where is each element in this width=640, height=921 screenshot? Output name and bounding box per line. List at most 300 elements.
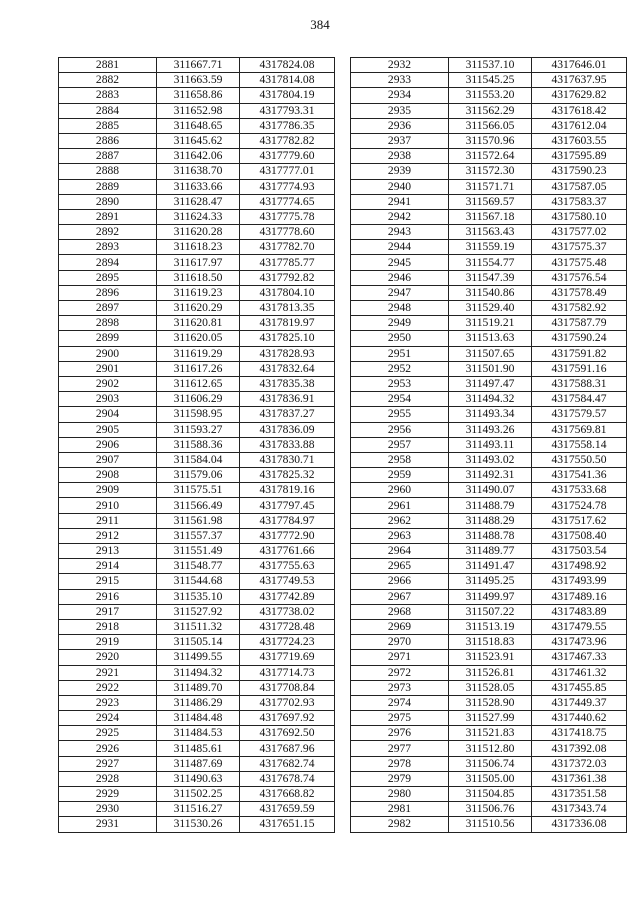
y-coordinate-cell: 4317697.92 [240, 711, 335, 726]
y-coordinate-cell: 4317473.96 [532, 635, 627, 650]
point-id-cell: 2881 [59, 58, 157, 73]
x-coordinate-cell: 311571.71 [449, 179, 532, 194]
table-row [59, 817, 335, 832]
point-id-cell: 2956 [351, 422, 449, 437]
table-row [351, 422, 627, 437]
y-coordinate-cell: 4317772.90 [240, 528, 335, 543]
table-row [351, 680, 627, 695]
point-id-cell: 2934 [351, 88, 449, 103]
y-coordinate-cell: 4317455.85 [532, 680, 627, 695]
table-row [351, 361, 627, 376]
table-row [59, 225, 335, 240]
x-coordinate-cell: 311642.06 [157, 149, 240, 164]
point-id-cell: 2981 [351, 802, 449, 817]
point-id-cell: 2950 [351, 331, 449, 346]
y-coordinate-cell: 4317418.75 [532, 726, 627, 741]
y-coordinate-cell: 4317590.23 [532, 164, 627, 179]
x-coordinate-cell: 311569.57 [449, 194, 532, 209]
x-coordinate-cell: 311620.05 [157, 331, 240, 346]
x-coordinate-cell: 311551.49 [157, 544, 240, 559]
y-coordinate-cell: 4317828.93 [240, 346, 335, 361]
point-id-cell: 2977 [351, 741, 449, 756]
y-coordinate-cell: 4317503.54 [532, 544, 627, 559]
table-row [59, 574, 335, 589]
table-row [59, 240, 335, 255]
table-row [59, 498, 335, 513]
x-coordinate-cell: 311518.83 [449, 635, 532, 650]
table-row [59, 270, 335, 285]
point-id-cell: 2890 [59, 194, 157, 209]
y-coordinate-cell: 4317836.09 [240, 422, 335, 437]
point-id-cell: 2942 [351, 209, 449, 224]
y-coordinate-cell: 4317749.53 [240, 574, 335, 589]
point-id-cell: 2951 [351, 346, 449, 361]
point-id-cell: 2888 [59, 164, 157, 179]
y-coordinate-cell: 4317804.19 [240, 88, 335, 103]
x-coordinate-cell: 311567.18 [449, 209, 532, 224]
x-coordinate-cell: 311512.80 [449, 741, 532, 756]
point-id-cell: 2899 [59, 331, 157, 346]
point-id-cell: 2947 [351, 285, 449, 300]
table-row [351, 346, 627, 361]
point-id-cell: 2893 [59, 240, 157, 255]
x-coordinate-cell: 311505.14 [157, 635, 240, 650]
point-id-cell: 2955 [351, 407, 449, 422]
x-coordinate-cell: 311490.07 [449, 483, 532, 498]
y-coordinate-cell: 4317582.92 [532, 301, 627, 316]
x-coordinate-cell: 311619.23 [157, 285, 240, 300]
table-row [351, 316, 627, 331]
y-coordinate-cell: 4317351.58 [532, 787, 627, 802]
y-coordinate-cell: 4317343.74 [532, 802, 627, 817]
y-coordinate-cell: 4317814.08 [240, 73, 335, 88]
y-coordinate-cell: 4317577.02 [532, 225, 627, 240]
point-id-cell: 2952 [351, 361, 449, 376]
point-id-cell: 2935 [351, 103, 449, 118]
x-coordinate-cell: 311557.37 [157, 528, 240, 543]
point-id-cell: 2978 [351, 756, 449, 771]
point-id-cell: 2903 [59, 392, 157, 407]
point-id-cell: 2966 [351, 574, 449, 589]
point-id-cell: 2957 [351, 437, 449, 452]
point-id-cell: 2965 [351, 559, 449, 574]
table-row [351, 118, 627, 133]
table-row [351, 437, 627, 452]
y-coordinate-cell: 4317646.01 [532, 58, 627, 73]
x-coordinate-cell: 311619.29 [157, 346, 240, 361]
x-coordinate-cell: 311516.27 [157, 802, 240, 817]
point-id-cell: 2971 [351, 650, 449, 665]
table-row [59, 149, 335, 164]
x-coordinate-cell: 311645.62 [157, 133, 240, 148]
x-coordinate-cell: 311667.71 [157, 58, 240, 73]
point-id-cell: 2904 [59, 407, 157, 422]
y-coordinate-cell: 4317793.31 [240, 103, 335, 118]
table-row [351, 73, 627, 88]
y-coordinate-cell: 4317603.55 [532, 133, 627, 148]
x-coordinate-cell: 311526.81 [449, 665, 532, 680]
x-coordinate-cell: 311547.39 [449, 270, 532, 285]
table-row [59, 376, 335, 391]
y-coordinate-cell: 4317595.89 [532, 149, 627, 164]
x-coordinate-cell: 311535.10 [157, 589, 240, 604]
x-coordinate-cell: 311493.26 [449, 422, 532, 437]
point-id-cell: 2914 [59, 559, 157, 574]
x-coordinate-cell: 311628.47 [157, 194, 240, 209]
y-coordinate-cell: 4317392.08 [532, 741, 627, 756]
x-coordinate-cell: 311523.91 [449, 650, 532, 665]
point-id-cell: 2894 [59, 255, 157, 270]
point-id-cell: 2931 [59, 817, 157, 832]
table-row [351, 498, 627, 513]
point-id-cell: 2913 [59, 544, 157, 559]
point-id-cell: 2900 [59, 346, 157, 361]
point-id-cell: 2918 [59, 619, 157, 634]
y-coordinate-cell: 4317637.95 [532, 73, 627, 88]
table-row [351, 133, 627, 148]
table-row [59, 103, 335, 118]
table-row [351, 574, 627, 589]
point-id-cell: 2970 [351, 635, 449, 650]
y-coordinate-cell: 4317833.88 [240, 437, 335, 452]
y-coordinate-cell: 4317702.93 [240, 695, 335, 710]
y-coordinate-cell: 4317678.74 [240, 771, 335, 786]
y-coordinate-cell: 4317692.50 [240, 726, 335, 741]
x-coordinate-cell: 311559.19 [449, 240, 532, 255]
table-row [59, 179, 335, 194]
table-row [59, 164, 335, 179]
x-coordinate-cell: 311493.02 [449, 452, 532, 467]
y-coordinate-cell: 4317587.05 [532, 179, 627, 194]
x-coordinate-cell: 311491.47 [449, 559, 532, 574]
x-coordinate-cell: 311545.25 [449, 73, 532, 88]
y-coordinate-cell: 4317483.89 [532, 604, 627, 619]
table-row [351, 255, 627, 270]
x-coordinate-cell: 311572.30 [449, 164, 532, 179]
x-coordinate-cell: 311502.25 [157, 787, 240, 802]
table-row [351, 240, 627, 255]
table-row [59, 711, 335, 726]
point-id-cell: 2920 [59, 650, 157, 665]
table-row [351, 285, 627, 300]
y-coordinate-cell: 4317804.10 [240, 285, 335, 300]
point-id-cell: 2895 [59, 270, 157, 285]
x-coordinate-cell: 311648.65 [157, 118, 240, 133]
table-row [351, 392, 627, 407]
y-coordinate-cell: 4317825.10 [240, 331, 335, 346]
table-row [351, 711, 627, 726]
point-id-cell: 2941 [351, 194, 449, 209]
coordinates-table-left [58, 57, 335, 833]
point-id-cell: 2974 [351, 695, 449, 710]
point-id-cell: 2886 [59, 133, 157, 148]
table-row [351, 589, 627, 604]
x-coordinate-cell: 311510.56 [449, 817, 532, 832]
point-id-cell: 2963 [351, 528, 449, 543]
point-id-cell: 2923 [59, 695, 157, 710]
table-row [59, 361, 335, 376]
table-row [351, 756, 627, 771]
table-row [351, 58, 627, 73]
x-coordinate-cell: 311494.32 [157, 665, 240, 680]
table-row [351, 179, 627, 194]
table-row [59, 802, 335, 817]
point-id-cell: 2945 [351, 255, 449, 270]
point-id-cell: 2958 [351, 452, 449, 467]
x-coordinate-cell: 311566.49 [157, 498, 240, 513]
table-row [351, 301, 627, 316]
y-coordinate-cell: 4317517.62 [532, 513, 627, 528]
y-coordinate-cell: 4317778.60 [240, 225, 335, 240]
x-coordinate-cell: 311499.97 [449, 589, 532, 604]
point-id-cell: 2910 [59, 498, 157, 513]
x-coordinate-cell: 311495.25 [449, 574, 532, 589]
x-coordinate-cell: 311488.29 [449, 513, 532, 528]
x-coordinate-cell: 311513.19 [449, 619, 532, 634]
point-id-cell: 2929 [59, 787, 157, 802]
table-row [59, 133, 335, 148]
x-coordinate-cell: 311528.90 [449, 695, 532, 710]
x-coordinate-cell: 311506.74 [449, 756, 532, 771]
y-coordinate-cell: 4317830.71 [240, 452, 335, 467]
table-row [59, 468, 335, 483]
y-coordinate-cell: 4317837.27 [240, 407, 335, 422]
y-coordinate-cell: 4317461.32 [532, 665, 627, 680]
x-coordinate-cell: 311606.29 [157, 392, 240, 407]
table-row [351, 695, 627, 710]
y-coordinate-cell: 4317569.81 [532, 422, 627, 437]
x-coordinate-cell: 311617.26 [157, 361, 240, 376]
coordinates-table-right [350, 57, 627, 833]
table-row [351, 635, 627, 650]
table-row [59, 650, 335, 665]
y-coordinate-cell: 4317558.14 [532, 437, 627, 452]
point-id-cell: 2938 [351, 149, 449, 164]
x-coordinate-cell: 311537.10 [449, 58, 532, 73]
table-row [351, 650, 627, 665]
x-coordinate-cell: 311620.28 [157, 225, 240, 240]
y-coordinate-cell: 4317576.54 [532, 270, 627, 285]
x-coordinate-cell: 311617.97 [157, 255, 240, 270]
point-id-cell: 2962 [351, 513, 449, 528]
x-coordinate-cell: 311513.63 [449, 331, 532, 346]
point-id-cell: 2937 [351, 133, 449, 148]
y-coordinate-cell: 4317440.62 [532, 711, 627, 726]
y-coordinate-cell: 4317813.35 [240, 301, 335, 316]
point-id-cell: 2969 [351, 619, 449, 634]
y-coordinate-cell: 4317591.16 [532, 361, 627, 376]
y-coordinate-cell: 4317835.38 [240, 376, 335, 391]
x-coordinate-cell: 311588.36 [157, 437, 240, 452]
x-coordinate-cell: 311505.00 [449, 771, 532, 786]
x-coordinate-cell: 311618.23 [157, 240, 240, 255]
point-id-cell: 2925 [59, 726, 157, 741]
x-coordinate-cell: 311507.65 [449, 346, 532, 361]
y-coordinate-cell: 4317575.37 [532, 240, 627, 255]
point-id-cell: 2948 [351, 301, 449, 316]
point-id-cell: 2885 [59, 118, 157, 133]
x-coordinate-cell: 311618.50 [157, 270, 240, 285]
point-id-cell: 2902 [59, 376, 157, 391]
table-row [59, 726, 335, 741]
x-coordinate-cell: 311519.21 [449, 316, 532, 331]
point-id-cell: 2968 [351, 604, 449, 619]
point-id-cell: 2979 [351, 771, 449, 786]
point-id-cell: 2891 [59, 209, 157, 224]
point-id-cell: 2905 [59, 422, 157, 437]
point-id-cell: 2887 [59, 149, 157, 164]
y-coordinate-cell: 4317832.64 [240, 361, 335, 376]
table-row [351, 149, 627, 164]
x-coordinate-cell: 311554.77 [449, 255, 532, 270]
y-coordinate-cell: 4317612.04 [532, 118, 627, 133]
y-coordinate-cell: 4317819.16 [240, 483, 335, 498]
table-row [59, 680, 335, 695]
y-coordinate-cell: 4317825.32 [240, 468, 335, 483]
point-id-cell: 2964 [351, 544, 449, 559]
y-coordinate-cell: 4317742.89 [240, 589, 335, 604]
y-coordinate-cell: 4317755.63 [240, 559, 335, 574]
x-coordinate-cell: 311663.59 [157, 73, 240, 88]
table-row [351, 559, 627, 574]
table-row [351, 726, 627, 741]
y-coordinate-cell: 4317797.45 [240, 498, 335, 513]
y-coordinate-cell: 4317819.97 [240, 316, 335, 331]
point-id-cell: 2898 [59, 316, 157, 331]
x-coordinate-cell: 311492.31 [449, 468, 532, 483]
y-coordinate-cell: 4317779.60 [240, 149, 335, 164]
y-coordinate-cell: 4317588.31 [532, 376, 627, 391]
table-row [59, 316, 335, 331]
x-coordinate-cell: 311494.32 [449, 392, 532, 407]
point-id-cell: 2912 [59, 528, 157, 543]
x-coordinate-cell: 311484.48 [157, 711, 240, 726]
y-coordinate-cell: 4317579.57 [532, 407, 627, 422]
y-coordinate-cell: 4317489.16 [532, 589, 627, 604]
x-coordinate-cell: 311489.70 [157, 680, 240, 695]
table-row [59, 58, 335, 73]
y-coordinate-cell: 4317761.66 [240, 544, 335, 559]
point-id-cell: 2960 [351, 483, 449, 498]
table-row [351, 741, 627, 756]
point-id-cell: 2982 [351, 817, 449, 832]
table-row [59, 331, 335, 346]
table-row [59, 422, 335, 437]
table-row [59, 787, 335, 802]
table-row [351, 376, 627, 391]
point-id-cell: 2909 [59, 483, 157, 498]
point-id-cell: 2944 [351, 240, 449, 255]
x-coordinate-cell: 311575.51 [157, 483, 240, 498]
y-coordinate-cell: 4317498.92 [532, 559, 627, 574]
y-coordinate-cell: 4317777.01 [240, 164, 335, 179]
table-row [351, 802, 627, 817]
y-coordinate-cell: 4317728.48 [240, 619, 335, 634]
y-coordinate-cell: 4317824.08 [240, 58, 335, 73]
table-row [59, 483, 335, 498]
x-coordinate-cell: 311487.69 [157, 756, 240, 771]
table-row [351, 771, 627, 786]
y-coordinate-cell: 4317580.10 [532, 209, 627, 224]
x-coordinate-cell: 311493.11 [449, 437, 532, 452]
y-coordinate-cell: 4317541.36 [532, 468, 627, 483]
table-row [59, 301, 335, 316]
y-coordinate-cell: 4317719.69 [240, 650, 335, 665]
x-coordinate-cell: 311563.43 [449, 225, 532, 240]
y-coordinate-cell: 4317774.93 [240, 179, 335, 194]
table-row [59, 559, 335, 574]
x-coordinate-cell: 311652.98 [157, 103, 240, 118]
point-id-cell: 2919 [59, 635, 157, 650]
x-coordinate-cell: 311489.77 [449, 544, 532, 559]
table-row [351, 604, 627, 619]
point-id-cell: 2884 [59, 103, 157, 118]
table-row [59, 635, 335, 650]
y-coordinate-cell: 4317784.97 [240, 513, 335, 528]
y-coordinate-cell: 4317651.15 [240, 817, 335, 832]
table-row [59, 392, 335, 407]
table-row [351, 665, 627, 680]
table-row [351, 528, 627, 543]
y-coordinate-cell: 4317682.74 [240, 756, 335, 771]
point-id-cell: 2973 [351, 680, 449, 695]
x-coordinate-cell: 311521.83 [449, 726, 532, 741]
x-coordinate-cell: 311638.70 [157, 164, 240, 179]
point-id-cell: 2906 [59, 437, 157, 452]
x-coordinate-cell: 311485.61 [157, 741, 240, 756]
point-id-cell: 2961 [351, 498, 449, 513]
y-coordinate-cell: 4317836.91 [240, 392, 335, 407]
point-id-cell: 2897 [59, 301, 157, 316]
x-coordinate-cell: 311612.65 [157, 376, 240, 391]
table-row [59, 741, 335, 756]
x-coordinate-cell: 311658.86 [157, 88, 240, 103]
table-row [351, 483, 627, 498]
x-coordinate-cell: 311511.32 [157, 619, 240, 634]
table-row [351, 331, 627, 346]
y-coordinate-cell: 4317578.49 [532, 285, 627, 300]
point-id-cell: 2946 [351, 270, 449, 285]
table-row [59, 437, 335, 452]
y-coordinate-cell: 4317467.33 [532, 650, 627, 665]
point-id-cell: 2915 [59, 574, 157, 589]
table-row [59, 118, 335, 133]
table-row [59, 589, 335, 604]
table-row [351, 452, 627, 467]
table-row [59, 665, 335, 680]
point-id-cell: 2972 [351, 665, 449, 680]
point-id-cell: 2917 [59, 604, 157, 619]
table-row [59, 194, 335, 209]
y-coordinate-cell: 4317782.70 [240, 240, 335, 255]
y-coordinate-cell: 4317659.59 [240, 802, 335, 817]
y-coordinate-cell: 4317524.78 [532, 498, 627, 513]
x-coordinate-cell: 311530.26 [157, 817, 240, 832]
point-id-cell: 2928 [59, 771, 157, 786]
table-row [59, 544, 335, 559]
point-id-cell: 2959 [351, 468, 449, 483]
point-id-cell: 2976 [351, 726, 449, 741]
y-coordinate-cell: 4317493.99 [532, 574, 627, 589]
point-id-cell: 2907 [59, 452, 157, 467]
table-row [351, 88, 627, 103]
table-row [351, 513, 627, 528]
x-coordinate-cell: 311566.05 [449, 118, 532, 133]
point-id-cell: 2943 [351, 225, 449, 240]
table-row [59, 452, 335, 467]
table-row [59, 88, 335, 103]
point-id-cell: 2889 [59, 179, 157, 194]
